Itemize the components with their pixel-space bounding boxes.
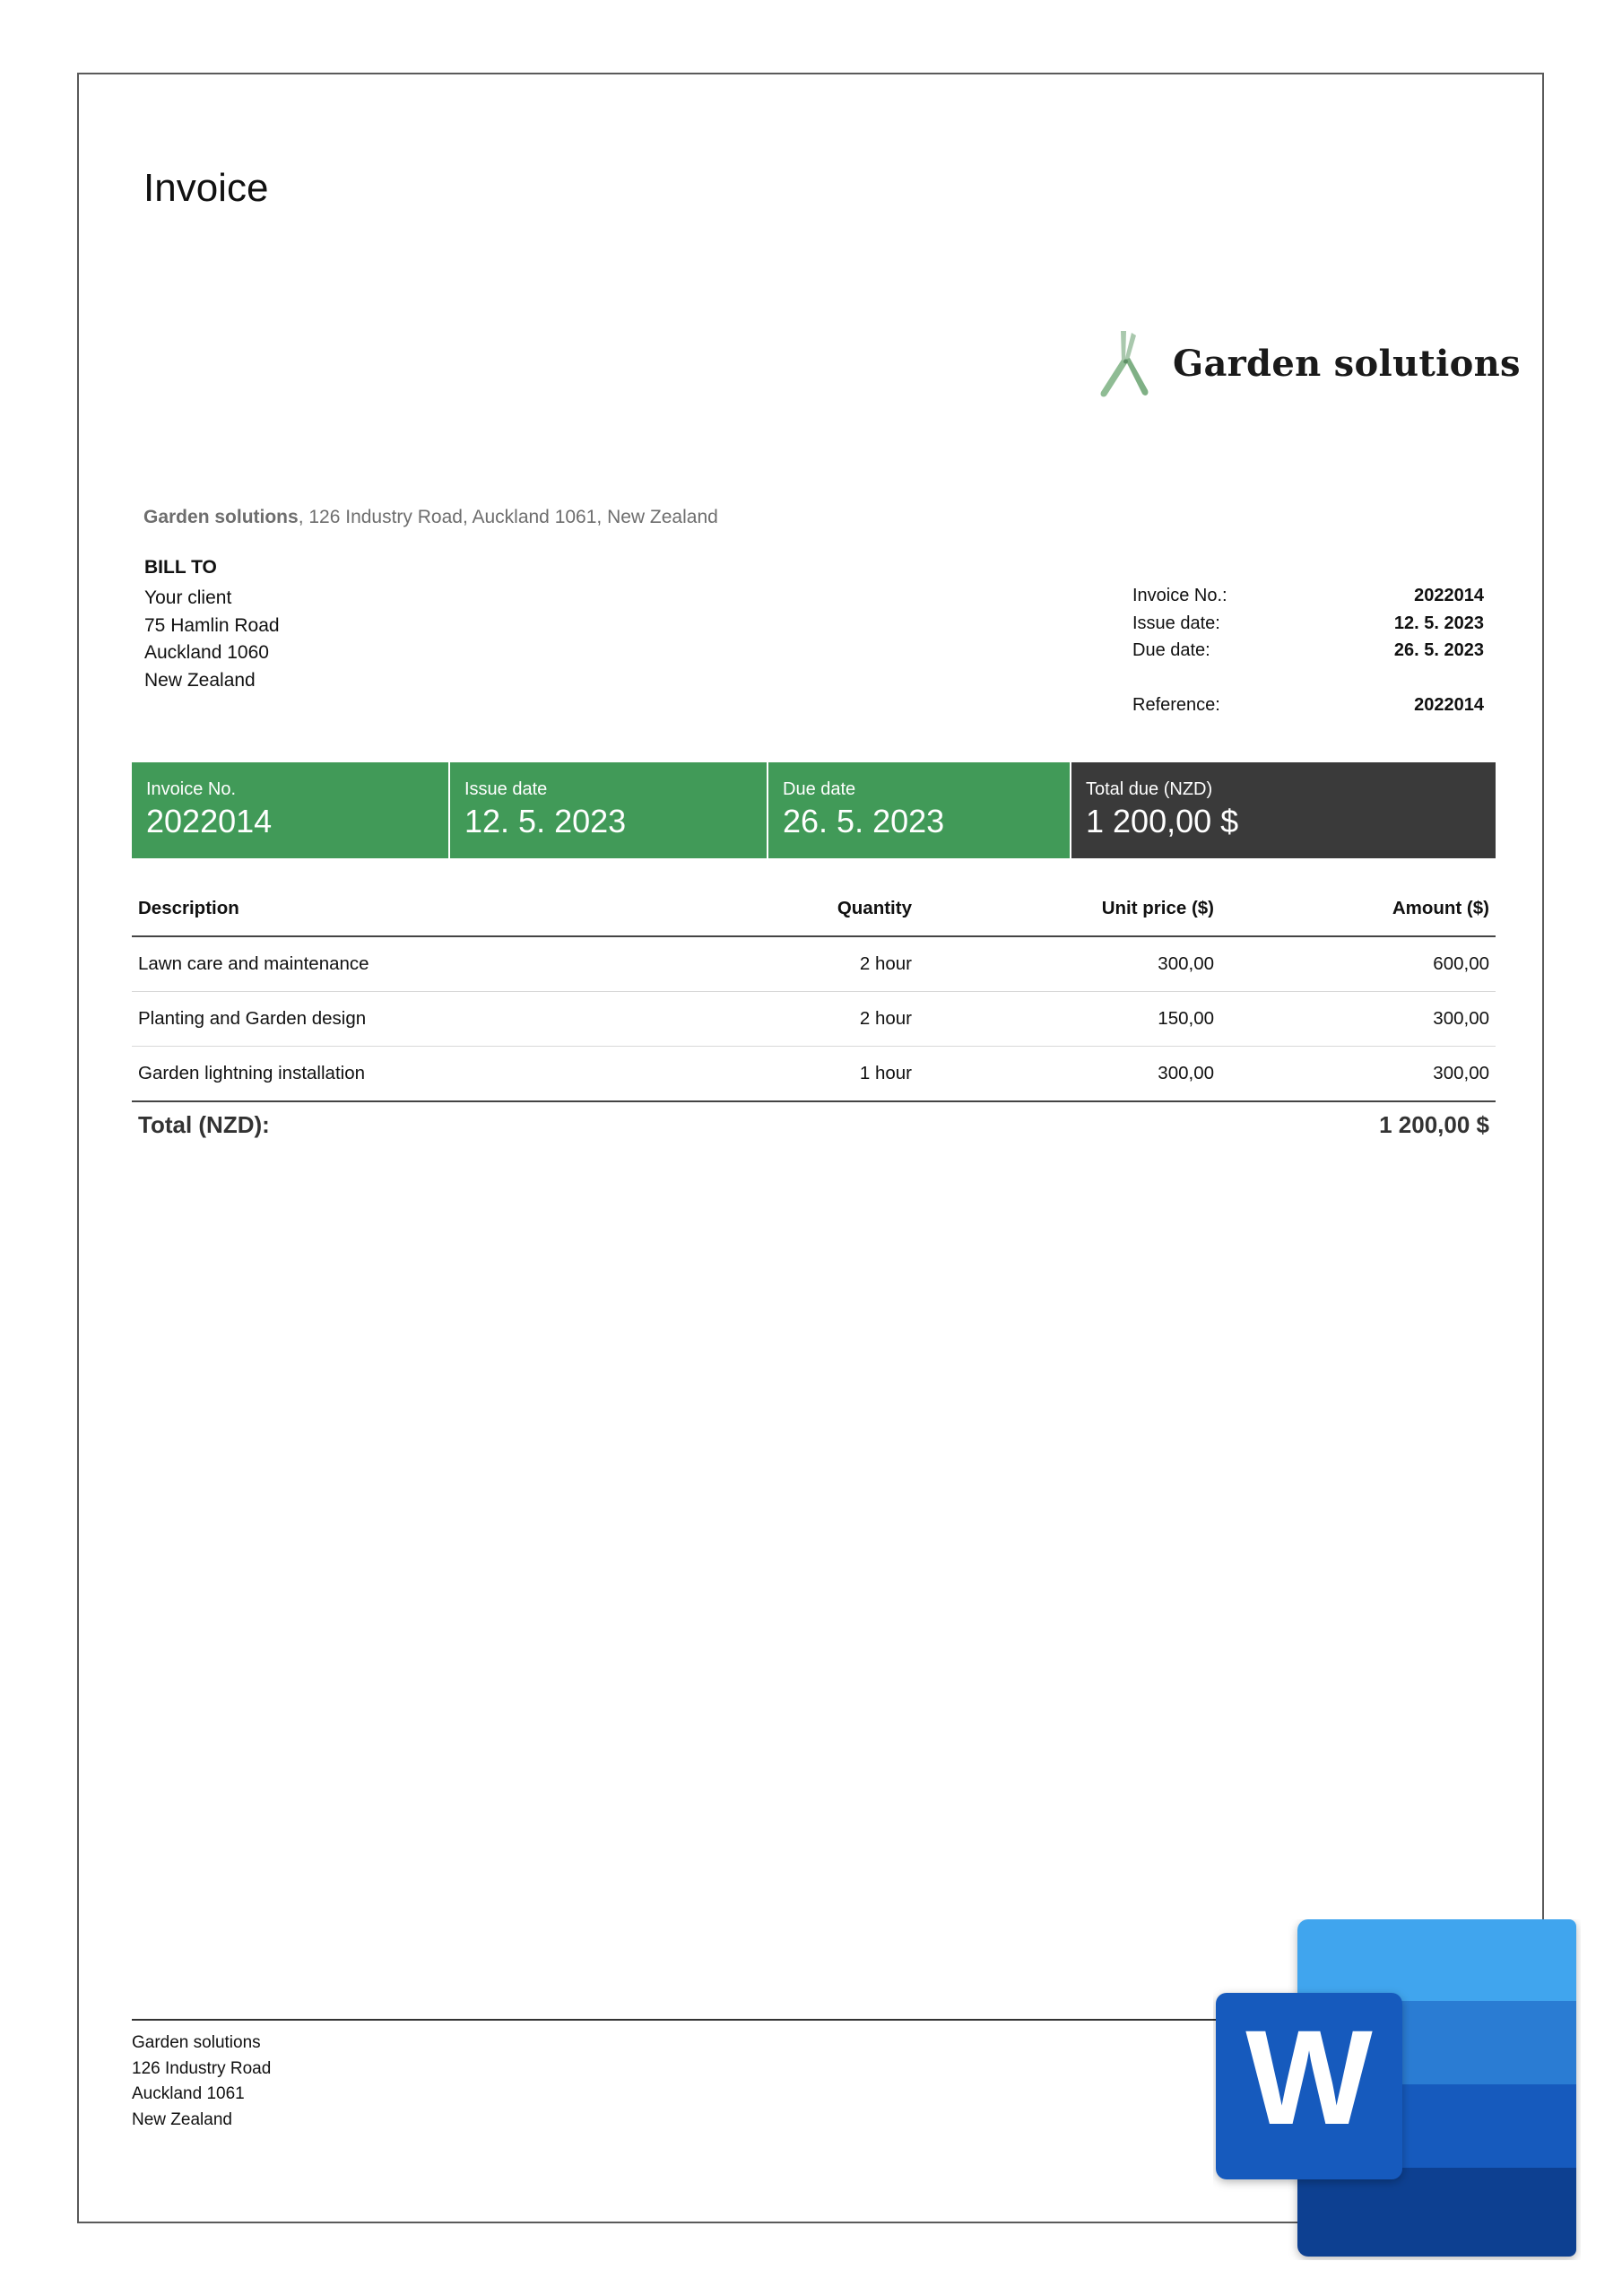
sender-name: Garden solutions	[143, 507, 299, 527]
column-header-description: Description	[138, 898, 239, 918]
footer-line: 126 Industry Road	[132, 2058, 272, 2078]
summary-bar	[132, 762, 1496, 858]
meta-row-reference	[1132, 691, 1484, 719]
total-value: 1 200,00 $	[1379, 1111, 1489, 1138]
footer-line: Garden solutions	[132, 2033, 261, 2052]
summary-issue-date	[448, 762, 767, 858]
meta-label: Invoice No.:	[1132, 586, 1227, 605]
meta-row-due-date	[1132, 637, 1484, 665]
column-header-amount: Amount ($)	[1392, 898, 1489, 918]
table-row	[132, 937, 1496, 992]
table-row	[132, 1047, 1496, 1102]
summary-total-due	[1070, 762, 1496, 858]
footer-address	[132, 2031, 271, 2133]
sender-address: , 126 Industry Road, Auckland 1061, New Zealand	[298, 507, 718, 527]
summary-value: 26. 5. 2023	[783, 803, 945, 839]
summary-value: 1 200,00 $	[1086, 803, 1239, 839]
meta-row-invoice-no	[1132, 582, 1484, 610]
summary-value: 2022014	[146, 803, 273, 839]
cell-unit-price: 300,00	[1158, 1063, 1214, 1083]
meta-row-issue-date	[1132, 610, 1484, 638]
garden-shears-icon	[1092, 327, 1155, 399]
meta-value: 26. 5. 2023	[1393, 640, 1484, 660]
bill-to-line: 75 Hamlin Road	[144, 614, 280, 636]
invoice-meta	[1132, 582, 1484, 719]
cell-description: Garden lightning installation	[138, 1063, 365, 1083]
microsoft-word-icon	[1213, 1919, 1581, 2260]
meta-label: Reference:	[1132, 695, 1220, 715]
cell-quantity: 1 hour	[859, 1063, 912, 1083]
footer-line: New Zealand	[132, 2109, 232, 2129]
meta-value: 2022014	[1414, 695, 1484, 715]
meta-label: Due date:	[1132, 640, 1210, 660]
bill-to-line: Auckland 1060	[144, 642, 269, 663]
invoice-page	[77, 73, 1544, 2223]
cell-description: Planting and Garden design	[138, 1008, 367, 1029]
cell-quantity: 2 hour	[859, 1008, 912, 1029]
summary-label: Issue date	[464, 779, 548, 799]
cell-amount: 600,00	[1433, 953, 1489, 974]
meta-value: 2022014	[1414, 586, 1484, 605]
summary-invoice-no	[132, 762, 448, 858]
bill-to-line: New Zealand	[144, 669, 256, 691]
word-letter: W	[1245, 2002, 1373, 2152]
cell-amount: 300,00	[1433, 1008, 1489, 1029]
column-header-unit-price: Unit price ($)	[1101, 898, 1214, 918]
cell-unit-price: 300,00	[1158, 953, 1214, 974]
bill-to-label: BILL TO	[144, 557, 217, 578]
cell-unit-price: 150,00	[1158, 1008, 1214, 1029]
bill-to-address	[144, 585, 280, 694]
meta-value: 12. 5. 2023	[1393, 613, 1484, 633]
cell-quantity: 2 hour	[859, 953, 912, 974]
logo-text: Garden solutions	[1173, 342, 1521, 385]
cell-description: Lawn care and maintenance	[138, 953, 369, 974]
table-header	[132, 882, 1496, 937]
page-title: Invoice	[143, 166, 269, 210]
summary-label: Total due (NZD)	[1086, 779, 1213, 799]
summary-label: Due date	[783, 779, 856, 799]
summary-label: Invoice No.	[146, 779, 237, 799]
company-logo	[1092, 327, 1521, 399]
line-items-table	[132, 882, 1496, 1139]
meta-spacer	[1132, 665, 1484, 692]
sender-line	[143, 507, 718, 528]
footer-line: Auckland 1061	[132, 2084, 245, 2103]
cell-amount: 300,00	[1433, 1063, 1489, 1083]
meta-label: Issue date:	[1132, 613, 1220, 633]
summary-due-date	[767, 762, 1070, 858]
total-label: Total (NZD):	[138, 1111, 270, 1138]
total-row	[132, 1102, 1496, 1139]
bill-to-line: Your client	[144, 587, 232, 608]
summary-value: 12. 5. 2023	[464, 803, 627, 839]
table-row	[132, 992, 1496, 1047]
column-header-quantity: Quantity	[837, 898, 912, 918]
